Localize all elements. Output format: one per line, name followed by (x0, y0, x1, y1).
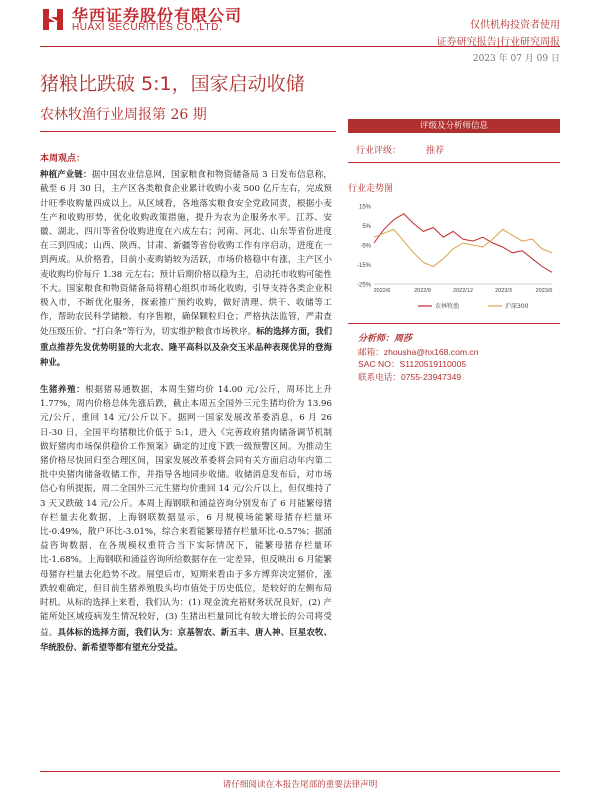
legal-footer: 请仔细阅读在本报告尾部的重要法律声明 (222, 780, 378, 790)
report-type: 证券研究报告|行业研究周报 (436, 37, 560, 48)
y-tick-label: -5% (360, 243, 371, 250)
report-body (40, 152, 332, 667)
paragraph-text: 据中国农业信息网，国家粮食和物资储备局 3 日发布信息称，截至 6 月 30 日，主产区各类粮食企业累计收购小麦 500 亿斤左右，完成预计旺季收购量四成以上。从区域看，各地落实粮食安全党政同责，根据小麦生产和收购形势，优化收购政策措施，提升为农为企服务水平。江苏、安徽、湖北、四川等省份收购进度在六成左右；河南、河北、山东等省份进度在三到四成；山西、陕西、甘肃、新疆等省份收购工作有序启动，进度在一到两成。从价格看，目前小麦购销较为活跃，市场价格稳中有涨，主产区小麦收购均价每斤 1.38 元左右；预计后期价格以稳为主，启动托市收购可能性不大。国家粮食和物资储备局将精心组织市场化收购，引导支持各类企业积极入市，不断优化服务，探索推广预约收购，做好清理、烘干、收储等工作，帮助农民科学储粮、有序售粮，确保颗粒归仓；严格执法监管，严肃查处压级压价、“打白条”等行为，切实维护粮食市场秩序。 (40, 170, 332, 338)
y-tick-label: 5% (362, 224, 371, 230)
x-tick-label: 2022/12 (453, 288, 473, 294)
trend-chart-label: 行业走势图 (348, 184, 394, 194)
rating-box-title: 评级及分析师信息 (348, 119, 560, 133)
x-tick-label: 2022/6 (373, 288, 391, 294)
rating-row (348, 133, 560, 163)
paragraph-hog (40, 382, 332, 655)
x-tick-label: 2023/3 (495, 288, 512, 294)
y-tick-label: -15% (356, 263, 371, 269)
company-name-en: HUAXI SECURITIES CO.,LTD. (72, 22, 223, 33)
trend-chart (348, 198, 560, 318)
y-tick-label: -25% (356, 282, 371, 289)
rating-box (348, 119, 560, 163)
x-tick-label: 2022/9 (414, 288, 431, 294)
footer-divider (40, 771, 560, 772)
x-tick-label: 2023/6 (535, 288, 553, 294)
paragraph-lead: 种植产业链： (40, 169, 92, 180)
paragraph-planting (40, 167, 332, 370)
analyst-phone: 联系电话：0755-23947349 (358, 371, 462, 382)
huaxi-logo-icon (40, 6, 66, 32)
paragraph-text: 根据猪易通数据，本周生猪均价 14.00 元/公斤，周环比上升 1.77%，周内价格总体先涨后跌，截止本周五全国外三元生猪均价为 13.96 元/公斤，重回 14 元/公斤以下。据网一国家发展改革委消息，6 月 26 日-30 日，全国平均猪粮比价低于 5:1，进入《完善政府猪肉储备调节机制 做好猪肉市场保供稳价工作预案》确定的过度下跌一级预警区间。为推动生猪价格尽快回归至合理区间，国家发展改革委将会同有关方面启动年内第二批中央猪肉储备收储工作，并指导各地同步收储。收储消息发布后，对市场信心有所提振，周二全国外三元生猪均价重回 14 元/公斤以上，但仅维持了 3 天又跌破 14 元/公斤。本周上海钢联和涌益咨询分别发布了 6 月能繁母猪存栏量去化数据，上海钢联数据显示，6 月规模场能繁母猪存栏量环比-0.49%，散户环比-3.01%，综合来看能繁母猪存栏量环比-0.57%；据涌益咨询数据，在各规模权重符合当下实际情况下，能繁母猪存栏量环比-1.68%。上海钢联和涌益咨询所给数据存在一定差异，但反映出 6 月能繁母猪存栏量去化趋势不改。展望后市，短期来看由于多方博弈决定猪价，涨跌较难确定，但目前生猪养殖股头均市值处于历史低位，是较好的左侧布局时机。从标的选择上来看，我们认为：(1) 现金流充裕财务状况良好，(2) 产能所处区域疫病发生情况较好，(3) 生猪出栏量同比有较大增长的公司将受益。 (40, 385, 332, 638)
series-line-2 (374, 229, 552, 266)
analyst-email: 邮箱：zhousha@hx168.com.cn (358, 346, 479, 357)
legend-label: 沪深300 (505, 303, 529, 311)
audience-note: 仅供机构投资者使用 (470, 20, 560, 31)
paragraph-lead: 生猪养殖： (40, 384, 86, 395)
company-name-cn: 华西证券股份有限公司 (72, 6, 243, 25)
title-divider (40, 131, 336, 132)
report-subtitle: 农林牧渔行业周报第 26 期 (40, 107, 207, 123)
legend-label: 农林牧渔 (435, 303, 460, 311)
paragraph-conclusion: 标的选择方面，我们重点推荐先发优势明显的大北农、隆平高科以及杂交玉米品种表现优异的登海种业。 (40, 326, 332, 367)
chart-divider (348, 323, 560, 324)
report-title: 猪粮比跌破 5:1，国家启动收储 (40, 73, 305, 95)
analyst-sac: SAC NO：S1120519110005 (358, 359, 467, 369)
analyst-name: 分析师：周莎 (358, 334, 413, 344)
analyst-info (358, 333, 479, 383)
rating-label: 行业评级： (356, 146, 402, 156)
rating-value: 推荐 (426, 146, 445, 156)
paragraph-conclusion: 具体标的选择方面，我们认为：京基智农、新五丰、唐人神、巨星农牧、华统股份、新希望等都有望充分受益。 (40, 626, 332, 652)
y-tick-label: 15% (358, 204, 371, 211)
section-heading: 本周观点： (40, 154, 86, 164)
report-date: 2023 年 07 月 09 日 (472, 54, 560, 64)
